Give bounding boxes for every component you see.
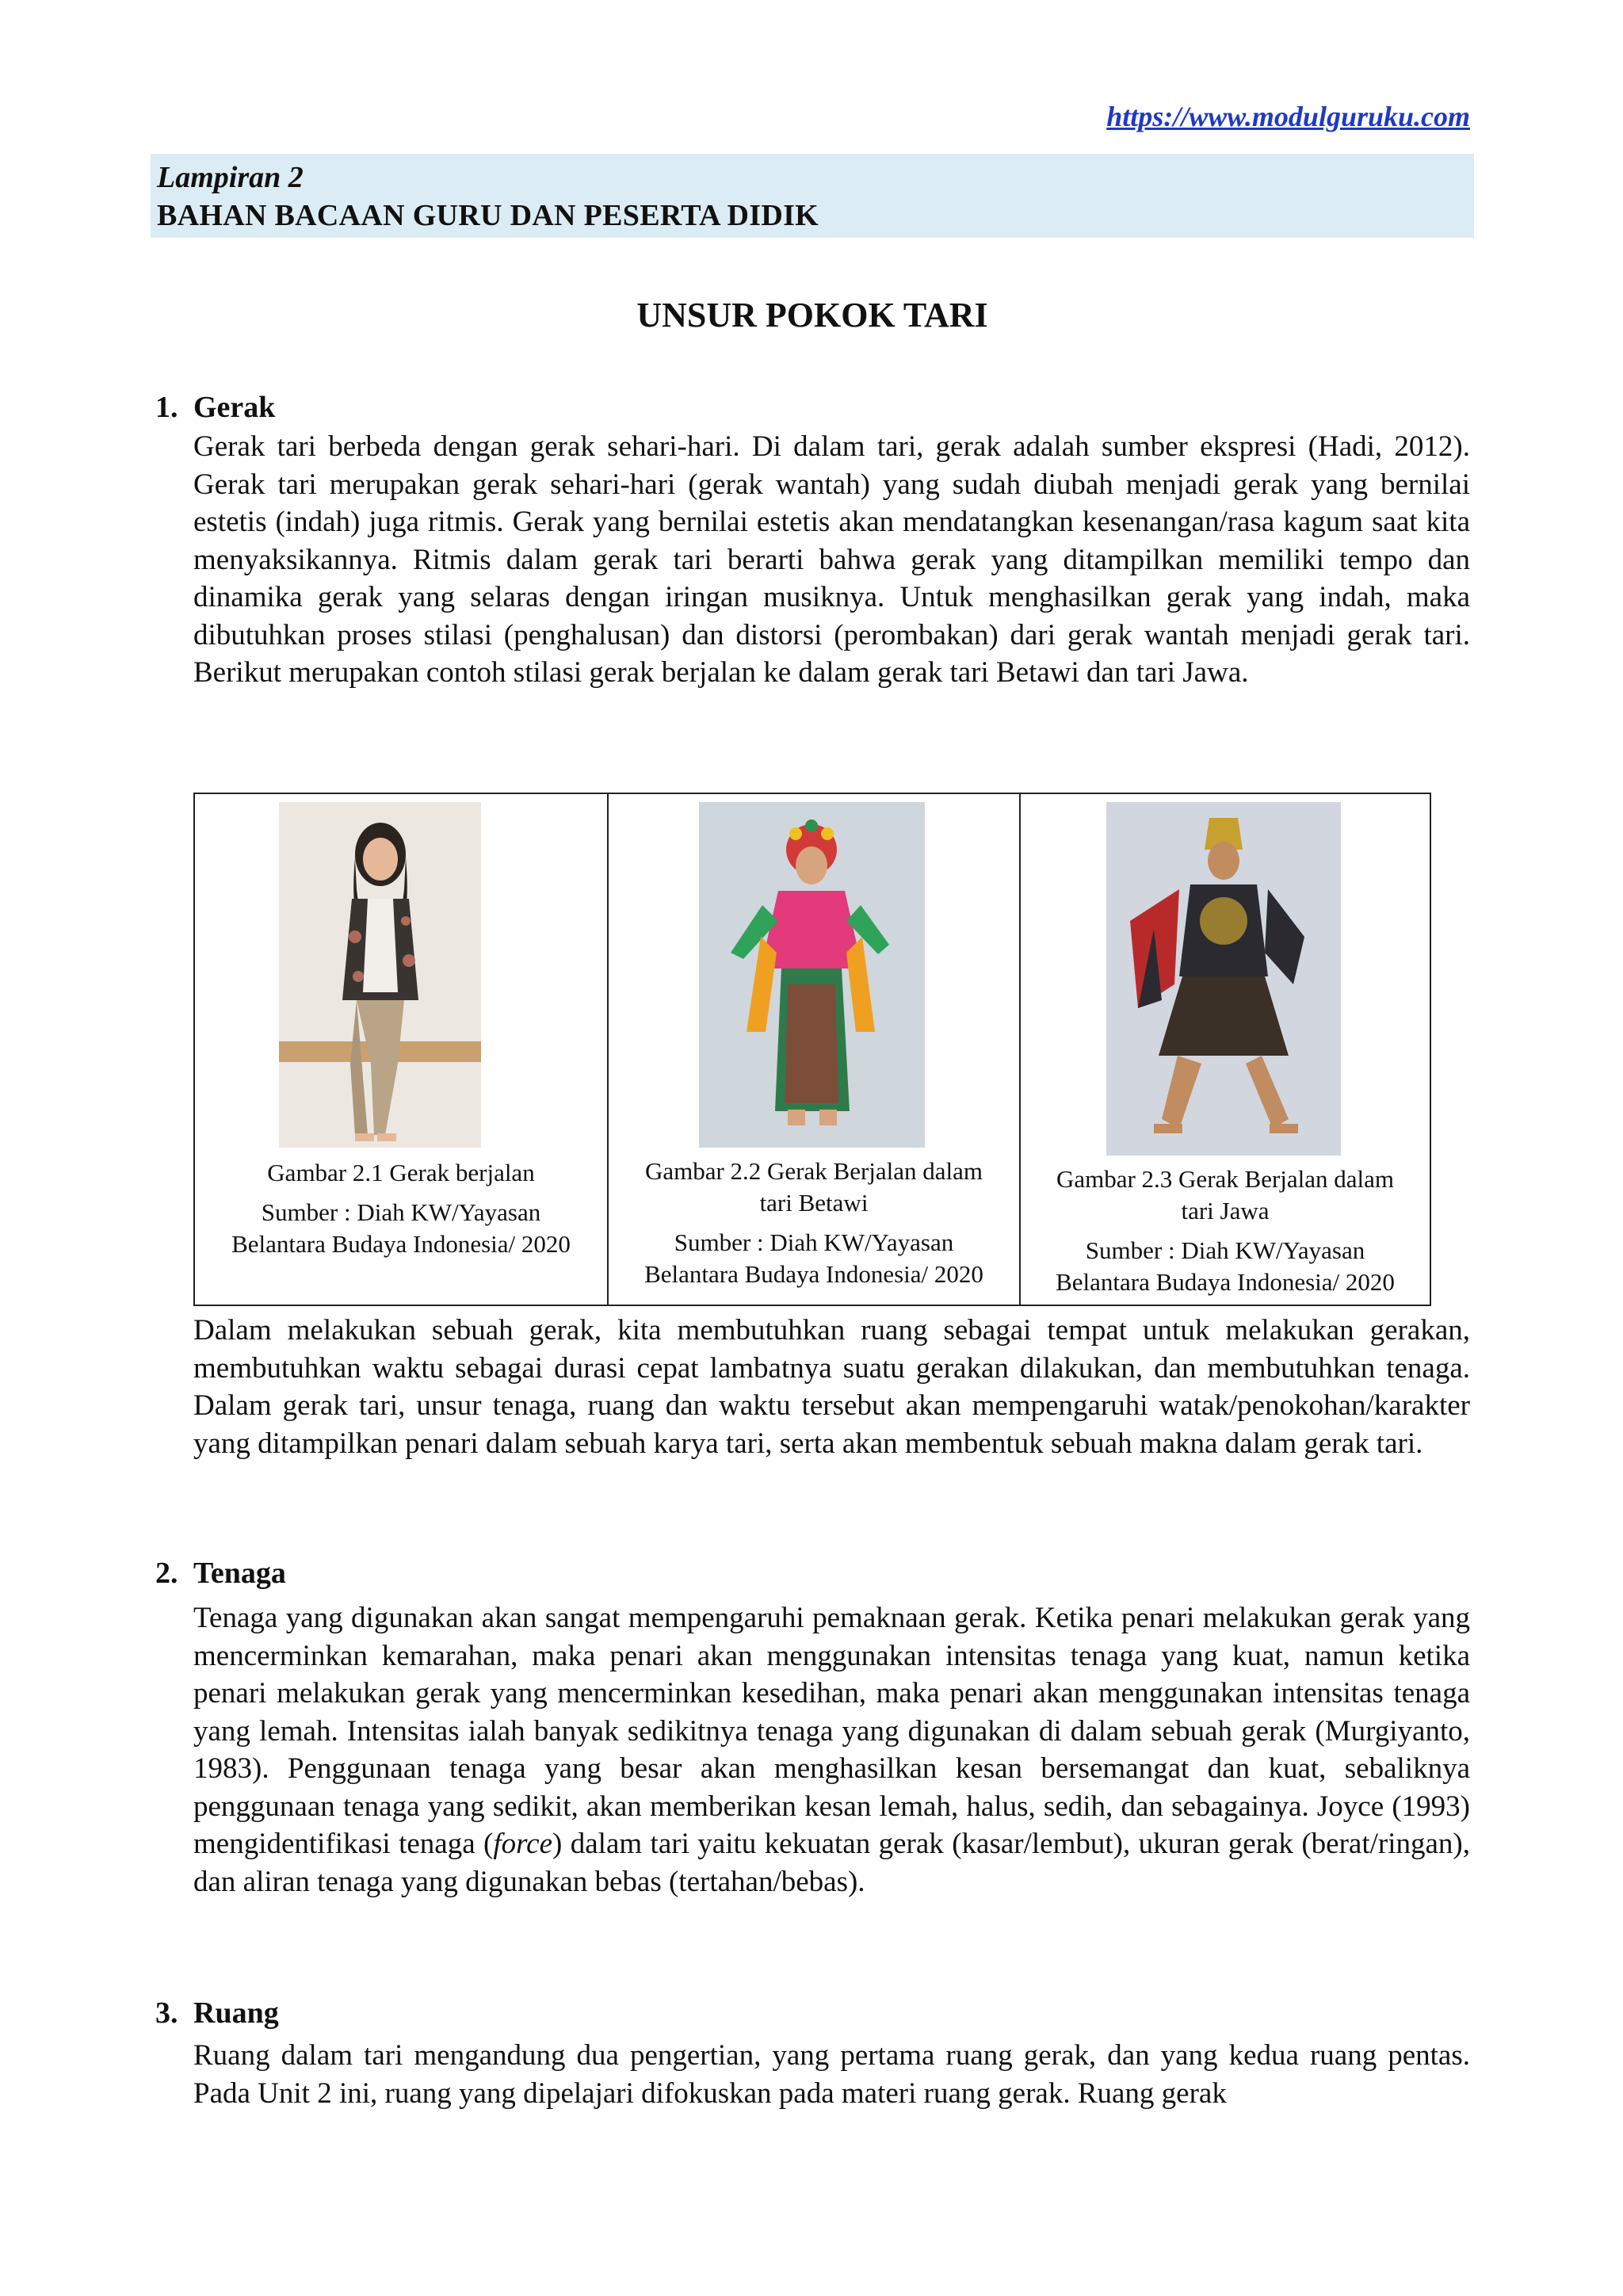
section-title: Ruang: [193, 1996, 279, 2030]
gerak-paragraph-2: Dalam melakukan sebuah gerak, kita membutuhkan ruang sebagai tempat untuk melakukan gerakan, membutuhkan waktu sebagai durasi cepat lambatnya suatu gerakan dilakukan, dan membutuhkan tenaga. Dalam gerak tari, unsur tenaga, ruang dan waktu tersebut akan mempengaruhi watak/penokohan/karakter yang ditampilkan penari dalam sebuah karya tari, serta akan membentuk sebuah makna dalam gerak tari.: [193, 1314, 1470, 1460]
section-number: 2.: [155, 1557, 178, 1590]
force-term: force: [493, 1828, 553, 1860]
page-title: UNSUR POKOK TARI: [636, 296, 988, 334]
javanese-dancer-illustration: [1106, 802, 1341, 1156]
gerak-paragraph-1: Gerak tari berbeda dengan gerak sehari-hari. Di dalam tari, gerak adalah sumber ekspresi (Hadi, 2012). Gerak tari merupakan gerak sehari-hari (gerak wantah) yang sudah diubah menjadi gerak yang bernilai estetis (indah) juga ritmis. Gerak yang bernilai estetis akan mendatangkan kesenangan/rasa kagum saat kita menyaksikannya. Ritmis dalam gerak tari berarti bahwa gerak yang ditampilkan memiliki tempo dan dinamika gerak yang selaras dengan iringan musiknya. Untuk menghasilkan gerak yang indah, maka dibutuhkan proses stilasi (penghalusan) dan distorsi (perombakan) dari gerak wantah menjadi gerak tari. Berikut merupakan contoh stilasi gerak berjalan ke dalam gerak tari Betawi dan tari Jawa.: [193, 430, 1470, 689]
figure-caption-2: [615, 1156, 1013, 1290]
tenaga-text-part-1: Tenaga yang digunakan akan sangat mempengaruhi pemaknaan gerak. Ketika penari melakukan gerak yang mencerminkan kemarahan, maka penari akan menggunakan intensitas tenaga yang kuat, namun ketika penari melakukan gerak yang mencerminkan kesedihan, maka penari akan menggunakan intensitas tenaga yang lemah. Intensitas ialah banyak sedikitnya tenaga yang digunakan di dalam sebuah gerak (Murgiyanto, 1983). Penggunaan tenaga yang besar akan menghasilkan kesan bersemangat dan kuat, sebaliknya penggunaan tenaga yang sedikit, akan memberikan kesan lemah, halus, sedih, dan sebagainya. Joyce (1993) mengidentifikasi tenaga (: [193, 1602, 1470, 1860]
figure-source-line-2: Belantara Budaya Indonesia/ 2020: [231, 1230, 571, 1258]
section-heading-gerak: [155, 390, 275, 425]
banner-subtitle: BAHAN BACAAN GURU DAN PESERTA DIDIK: [157, 199, 819, 232]
figure-title-line-1: Gambar 2.3 Gerak Berjalan dalam: [1056, 1165, 1395, 1193]
figure-source-line-1: Sumber : Diah KW/Yayasan: [674, 1228, 954, 1256]
figure-cell-3: [1019, 794, 1430, 1305]
figure-title: Gambar 2.1 Gerak berjalan: [267, 1159, 535, 1186]
photo-tari-jawa: [1106, 802, 1341, 1156]
photo-tari-betawi: [699, 802, 925, 1148]
figure-source-line-1: Sumber : Diah KW/Yayasan: [261, 1198, 541, 1226]
figure-cell-1: [195, 794, 607, 1305]
source-url-link[interactable]: https://www.modulguruku.com: [1106, 101, 1470, 132]
tenaga-text-part-2: ) dalam tari yaitu kekuatan gerak (kasar/lembut), ukuran gerak (berat/ringan), dan aliran tenaga yang digunakan bebas (tertahan/bebas).: [193, 1828, 1470, 1898]
section-title: Tenaga: [193, 1557, 286, 1590]
photo-gerak-berjalan: [279, 802, 481, 1148]
section-heading-tenaga: [155, 1556, 286, 1591]
figure-source-line-1: Sumber : Diah KW/Yayasan: [1085, 1236, 1365, 1264]
appendix-banner: [151, 154, 1474, 238]
figure-caption-3: [1027, 1163, 1423, 1298]
tenaga-paragraph: [193, 1599, 1470, 1901]
appendix-label: Lampiran 2: [157, 161, 304, 194]
figure-title-line-1: Gambar 2.2 Gerak Berjalan dalam: [644, 1157, 983, 1185]
section-number: 1.: [155, 391, 178, 424]
figure-table: [193, 793, 1431, 1306]
figure-title-line-2: tari Betawi: [759, 1189, 869, 1217]
ruang-paragraph: Ruang dalam tari mengandung dua pengertian, yang pertama ruang gerak, dan yang kedua ruang pentas. Pada Unit 2 ini, ruang yang dipelajari difokuskan pada materi ruang gerak. Ruang gerak: [193, 2039, 1470, 2110]
figure-caption-1: [201, 1157, 601, 1260]
figure-source-line-2: Belantara Budaya Indonesia/ 2020: [1056, 1268, 1395, 1296]
section-title: Gerak: [193, 391, 276, 424]
dancer-walking-illustration: [279, 802, 481, 1148]
figure-title-line-2: tari Jawa: [1181, 1197, 1270, 1224]
figure-cell-2: [607, 794, 1019, 1305]
figure-source-line-2: Belantara Budaya Indonesia/ 2020: [644, 1260, 983, 1288]
section-number: 3.: [155, 1996, 178, 2030]
betawi-dancer-illustration: [699, 802, 925, 1148]
section-heading-ruang: [155, 1996, 279, 2030]
